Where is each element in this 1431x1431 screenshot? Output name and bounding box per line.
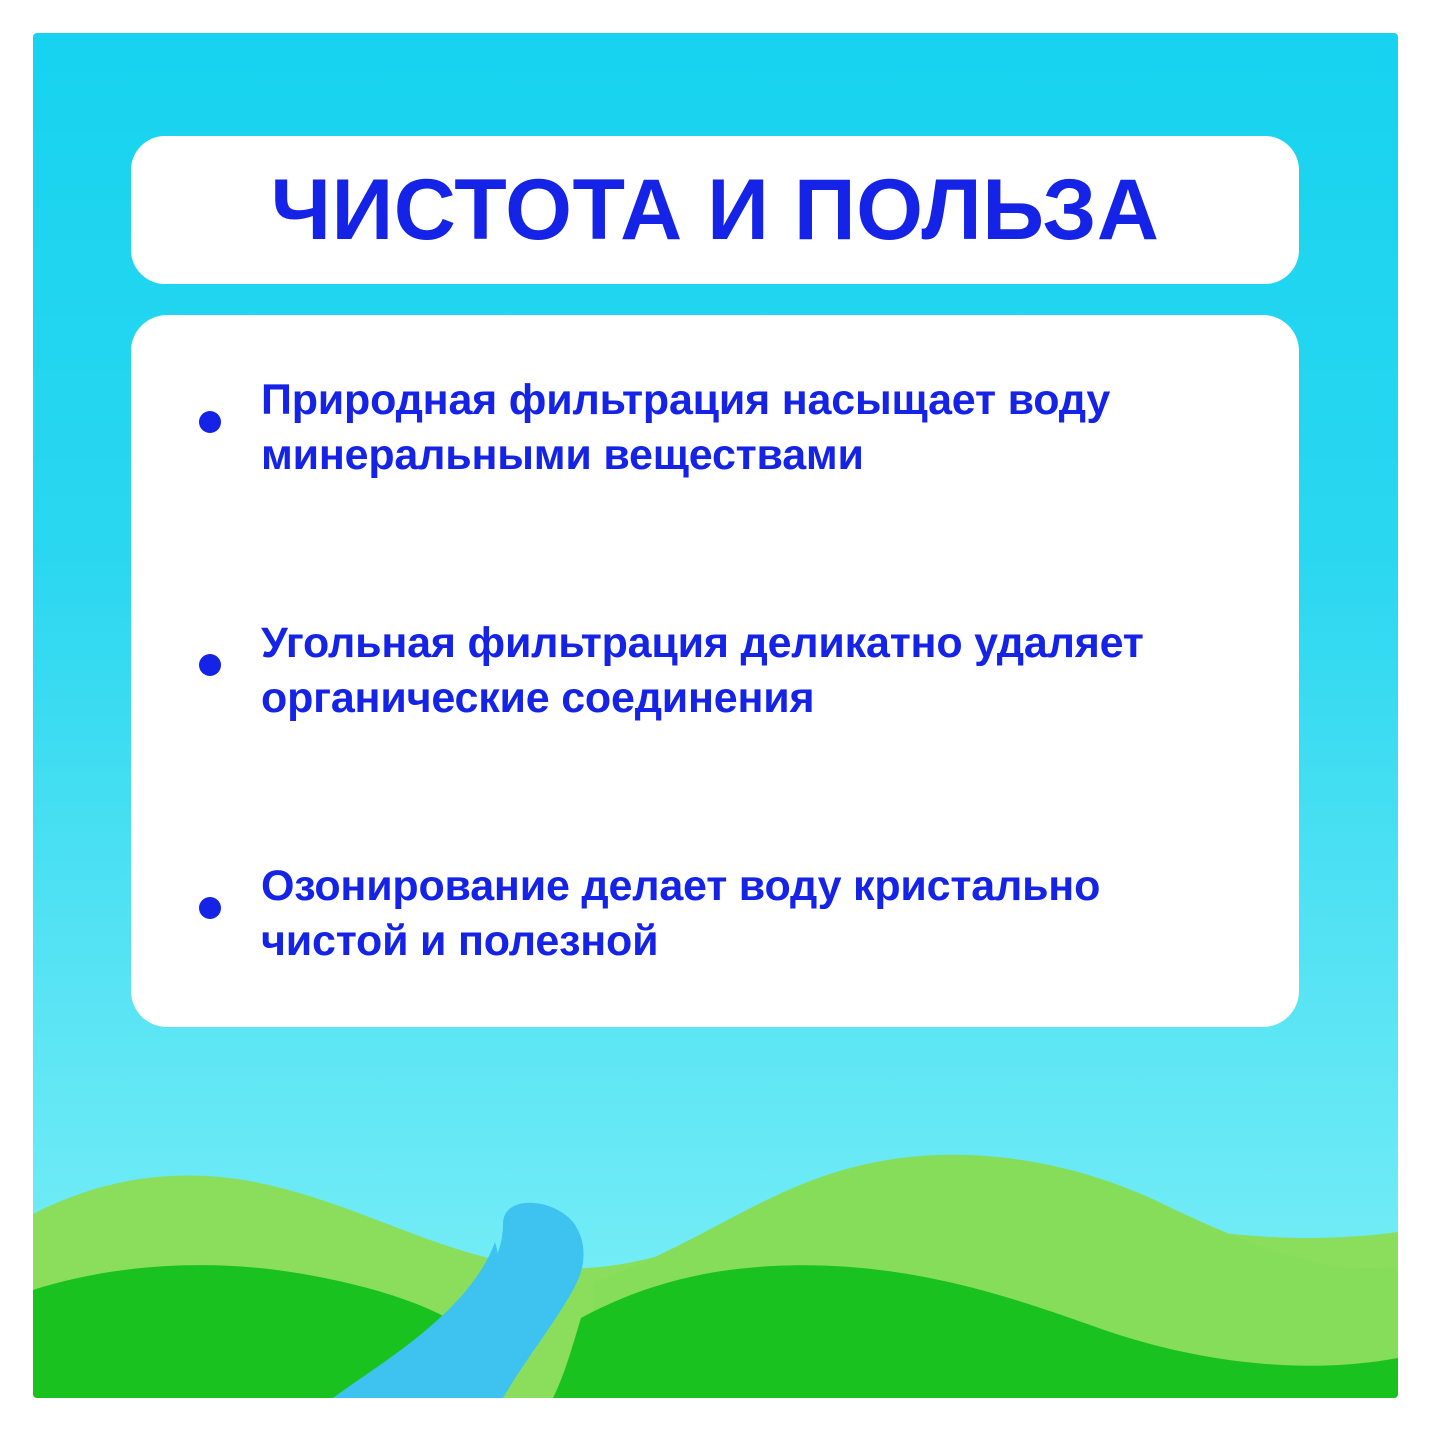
page-title: ЧИСТОТА И ПОЛЬЗА [270, 162, 1160, 258]
list-item-label: Озонирование делает воду кристально чистой и полезной [261, 861, 1101, 965]
list-item-label: Природная фильтрация насыщает воду минеральными веществами [261, 376, 1111, 480]
title-card [131, 136, 1299, 284]
bullet-dot-icon [199, 411, 221, 433]
bullet-dot-icon [199, 654, 221, 676]
landscape-illustration [33, 1018, 1398, 1398]
bullet-dot-icon [199, 897, 221, 919]
list-item [261, 373, 1227, 483]
list-item [261, 859, 1227, 969]
poster-canvas [33, 33, 1398, 1398]
list-item-label: Угольная фильтрация деликатно удаляет органические соединения [261, 618, 1144, 722]
benefits-card [131, 315, 1299, 1027]
list-item [261, 616, 1227, 726]
